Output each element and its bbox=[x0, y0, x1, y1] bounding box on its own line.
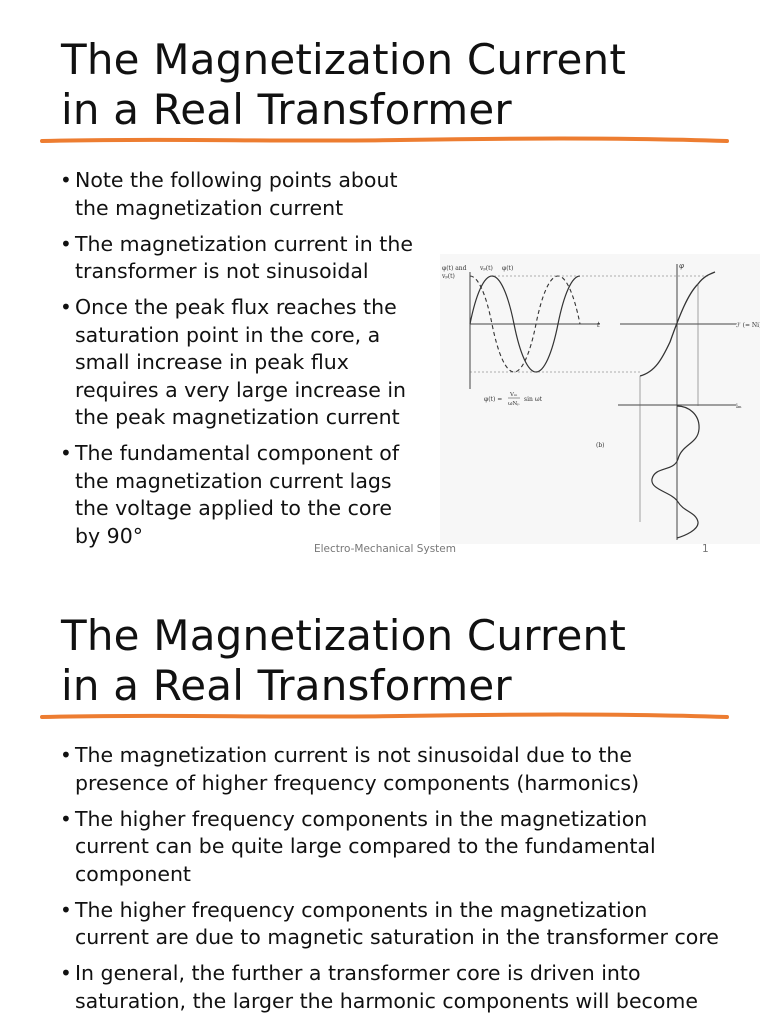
bullet-text: The higher frequency components in the magnetization current can be quite large compared to the fundamental component bbox=[75, 806, 656, 886]
slide-title bbox=[61, 611, 626, 711]
title-underline bbox=[40, 133, 730, 147]
bullet-item bbox=[60, 742, 720, 797]
bullet-item bbox=[60, 440, 420, 550]
label-panel-b: (b) bbox=[596, 442, 605, 449]
equation-num: Vₘ bbox=[510, 392, 518, 398]
bullet-item bbox=[60, 167, 420, 222]
bullet-marker: • bbox=[60, 441, 72, 465]
slide-2 bbox=[0, 576, 768, 1024]
title-line-1: The Magnetization Current bbox=[61, 35, 627, 84]
bullet-item bbox=[60, 897, 720, 952]
bullet-marker: • bbox=[60, 961, 72, 985]
bullet-text: Note the following points about the magnetization current bbox=[75, 168, 398, 220]
equation-rhs: sin ωt bbox=[524, 396, 543, 403]
bullet-text: The fundamental component of the magnetization current lags the voltage applied to the core by 90° bbox=[75, 441, 400, 548]
title-line-1: The Magnetization Current bbox=[61, 611, 627, 660]
label-vp: vₚ(t) bbox=[442, 273, 455, 280]
bullet-item bbox=[60, 960, 720, 1015]
bullet-text: Once the peak flux reaches the saturation point in the core, a small increase in peak flux requires a very large increase in the peak magnetization current bbox=[75, 295, 407, 429]
bullet-text: The magnetization current in the transformer is not sinusoidal bbox=[75, 231, 413, 283]
bullet-item bbox=[60, 806, 720, 889]
equation-lhs: φ(t) = bbox=[484, 396, 503, 403]
bullet-list bbox=[60, 742, 720, 1024]
bullet-item bbox=[60, 294, 420, 432]
title-line-2: in a Real Transformer bbox=[61, 661, 512, 710]
label-phi-and: φ(t) and bbox=[442, 265, 467, 272]
footer-course: Electro-Mechanical System bbox=[314, 543, 456, 555]
title-line-2: in a Real Transformer bbox=[61, 85, 512, 134]
bullet-marker: • bbox=[60, 231, 72, 256]
bullet-list bbox=[60, 167, 420, 559]
bullet-text: The higher frequency components in the magnetization current are due to magnetic saturation in the transformer core bbox=[75, 897, 719, 949]
bullet-marker: • bbox=[60, 897, 72, 922]
label-phi-axis: φ bbox=[679, 262, 684, 270]
slide-title bbox=[61, 35, 626, 135]
bullet-marker: • bbox=[60, 743, 72, 767]
bullet-text: The magnetization current is not sinusoidal due to the presence of higher frequency components (harmonics) bbox=[75, 743, 640, 795]
bullet-item bbox=[60, 231, 420, 286]
magnetization-figure bbox=[440, 254, 760, 544]
equation-den: ωNₚ bbox=[508, 401, 520, 407]
page-number: 1 bbox=[702, 543, 709, 555]
bullet-text: In general, the further a transformer core is driven into saturation, the larger the harmonic components will become bbox=[75, 961, 698, 1013]
magnetization-diagram bbox=[440, 254, 760, 544]
label-vp-curve: vₚ(t) bbox=[480, 265, 493, 272]
bullet-marker: • bbox=[60, 295, 72, 319]
label-t-axis: t bbox=[597, 321, 600, 329]
label-phi-curve: φ(t) bbox=[502, 265, 514, 272]
bullet-marker: • bbox=[60, 168, 72, 192]
label-im-axis: iₘ bbox=[736, 403, 742, 410]
title-underline bbox=[40, 709, 730, 723]
bullet-marker: • bbox=[60, 806, 72, 831]
current-curve bbox=[652, 406, 699, 538]
label-f-axis: ℱ (= Ni) bbox=[736, 322, 760, 329]
